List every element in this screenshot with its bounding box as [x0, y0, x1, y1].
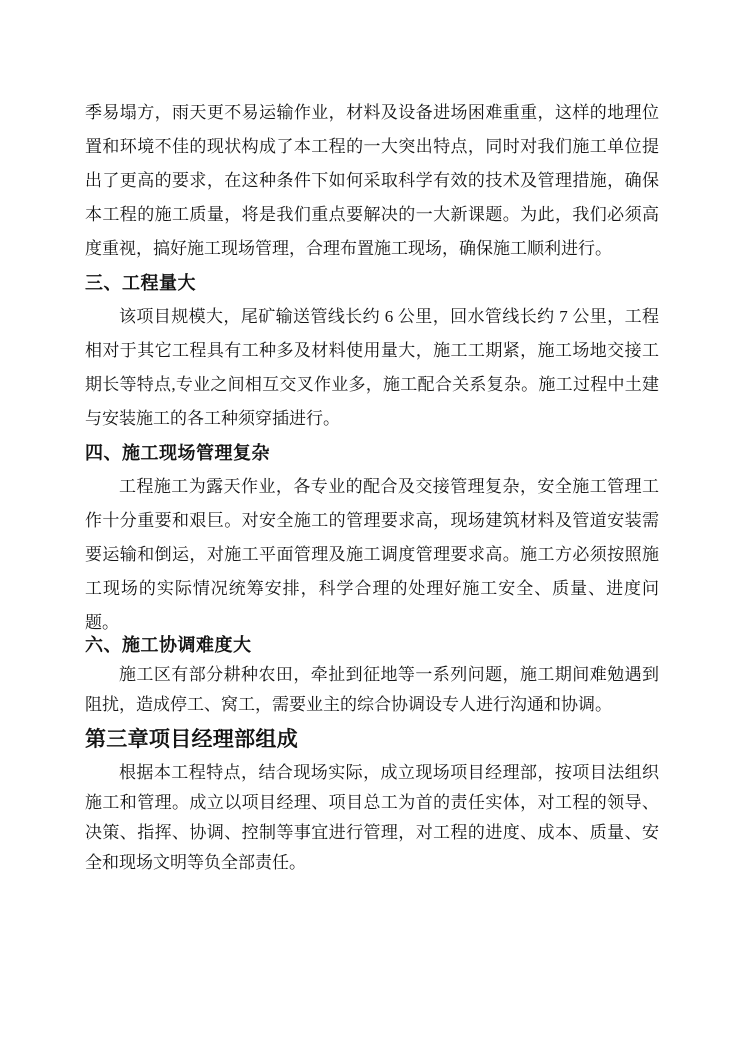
- paragraph-coordination: 施工区有部分耕种农田，牵扯到征地等一系列问题，施工期间难勉遇到阻扰，造成停工、窝工，需要业主的综合协调设专人进行沟通和协调。: [85, 665, 659, 714]
- paragraph-site-management: 工程施工为露天作业，各专业的配合及交接管理复杂，安全施工管理工作十分重要和艰巨。对安全施工的管理要求高，现场建筑材料及管道安装需要运输和倒运，对施工平面管理及施工调度管理要求高。施工方必须按照施工现场的实际情况统筹安排，科学合理的处理好施工安全、质量、进度问题。: [85, 477, 659, 632]
- chapter-heading-project-dept: 第三章项目经理部组成: [85, 727, 298, 751]
- paragraph-project-scale: 该项目规模大，尾矿输送管线长约 6 公里，回水管线长约 7 公里，工程相对于其它工程具有工种多及材料使用量大，施工工期紧，施工场地交接工期长等特点,专业之间相互交叉作业多，施工配合关系复杂。施工过程中土建与安装施工的各工种须穿插进行。: [85, 307, 659, 428]
- section-heading-3-project-scale: 三、工程量大: [85, 273, 196, 293]
- paragraph-project-dept: 根据本工程特点，结合现场实际，成立现场项目经理部，按项目法组织施工和管理。成立以项目经理、项目总工为首的责任实体，对工程的领导、决策、指挥、协调、控制等事宜进行管理，对工程的进度、成本、质量、安全和现场文明等负全部责任。: [85, 763, 659, 872]
- paragraph-continuation: 季易塌方，雨天更不易运输作业，材料及设备进场困难重重，这样的地理位置和环境不佳的现状构成了本工程的一大突出特点，同时对我们施工单位提出了更高的要求，在这种条件下如何采取科学有效的技术及管理措施，确保本工程的施工质量，将是我们重点要解决的一大新课题。为此，我们必须高度重视，搞好施工现场管理，合理布置施工现场，确保施工顺利进行。: [85, 103, 659, 258]
- section-heading-4-site-management: 四、施工现场管理复杂: [85, 443, 270, 463]
- section-heading-6-coordination: 六、施工协调难度大: [85, 635, 252, 655]
